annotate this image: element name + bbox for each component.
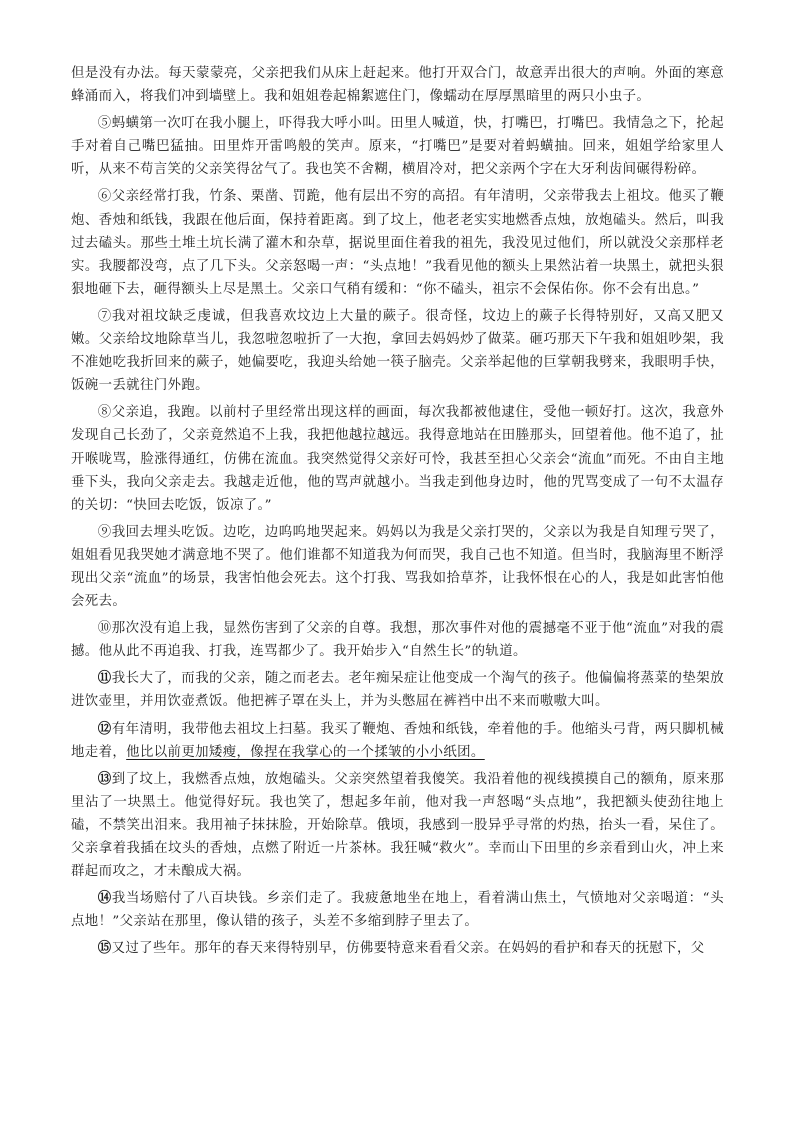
underlined-sentence: 他比以前更加矮瘦，像捏在我掌心的一个揉皱的小小纸团。 — [126, 744, 485, 760]
paragraph-text: 蚂蟥第一次叮在我小腿上，吓得我大呼小叫。田里人喊道，快，打嘴巴，打嘴巴。我情急之下，抡起手对着自己嘴巴猛抽。田里炸开雷鸣般的笑声。原来，“打嘴巴”是要对着蚂蟥抽。回来，姐姐学给家里人听，从来不苟言笑的父亲笑得岔气了。我也笑不舍糊，横眉冷对，把父亲两个字在大牙利齿间碾得粉碎。 — [71, 116, 724, 178]
paragraph-7 — [71, 305, 724, 397]
paragraph-12 — [71, 718, 724, 764]
paragraph-number: ⑦ — [97, 308, 113, 324]
paragraph-number: ⑬ — [97, 770, 112, 787]
paragraph-number: ⑧ — [97, 405, 112, 421]
paragraph-number: ⑭ — [97, 890, 112, 907]
paragraph-text: 那次没有追上我，显然伤害到了父亲的自尊。我想，那次事件对他的震撼毫不亚于他“流血”对我的震撼。他从此不再追我、打我，连骂都少了。我开始步入“自然生长”的轨道。 — [71, 621, 724, 660]
paragraph-number: ⑤ — [97, 116, 112, 132]
paragraph-text: 但是没有办法。每天蒙蒙亮，父亲把我们从床上赶起来。他打开双合门，故意弄出很大的声响。外面的寒意蜂涌而入，将我们冲到墙壁上。我和姐姐卷起棉絮遮住门，像蠕动在厚厚黑暗里的两只小虫子。 — [71, 66, 724, 105]
paragraph-text: 到了坟上，我燃香点烛，放炮磕头。父亲突然望着我傻笑。我沿着他的视线摸摸自己的额角，原来那里沾了一块黑土。他觉得好玩。我也笑了，想起多年前，他对我一声怒喝“头点地”，我把额头使劲往地上磕，不禁笑出泪来。我用袖子抹抹脸，开始除草。俄顷，我感到一股异乎寻常的灼热，抬头一看，呆住了。父亲拿着我插在坟头的香烛，点燃了附近一片茶林。我狂喊“救火”。幸而山下田里的乡亲看到山火，冲上来群起而攻之，才未酿成大祸。 — [71, 771, 724, 880]
paragraph-15 — [71, 937, 724, 960]
paragraph-text: 我对祖坟缺乏虔诚，但我喜欢坟边上大量的蕨子。很奇怪，坟边上的蕨子长得特别好，又高又肥又嫩。父亲给坟地除草当儿，我忽啦忽啦折了一大抱，拿回去妈妈炒了做菜。砸巧那天下午我和姐姐吵架，我不准她吃我折回来的蕨子，她偏要吃，我迎头给她一筷子脑壳。父亲举起他的巨掌朝我劈来，我眼明手快，饭碗一丢就往门外跑。 — [71, 308, 724, 394]
paragraph-text: 父亲追，我跑。以前村子里经常出现这样的画面，每次我都被他逮住，受他一顿好打。这次，我意外发现自己长劲了，父亲竟然追不上我，我把他越拉越远。我得意地站在田塍那头，回望着他。他不追了，扯开喉咙骂，脸涨得通红，仿佛在流血。我突然觉得父亲好可怜，我甚至担心父亲会“流血”而死。不由自主地垂下头，我向父亲走去。我越走近他，他的骂声就越小。当我走到他身边时，他的咒骂变成了一句不太温存的关切：“快回去吃饭，饭凉了。” — [71, 405, 724, 513]
paragraph-number: ⑫ — [97, 720, 112, 737]
document-page — [71, 62, 724, 964]
paragraph-8 — [71, 401, 724, 516]
paragraph-6 — [71, 185, 724, 300]
paragraph-text: 我长大了，而我的父亲，随之而老去。老年痴呆症让他变成一个淘气的孩子。他偏偏将蒸菜的垫架放进饮壶里，并用饮壶煮饭。他把裤子罩在头上，并为头憋屈在裤裆中出不来而嗷嗷大叫。 — [71, 671, 724, 710]
paragraph-14 — [71, 887, 724, 933]
paragraph-number: ⑮ — [97, 940, 112, 957]
paragraph-text: 我当场赔付了八百块钱。乡亲们走了。我疲惫地坐在地上，看着满山焦土，气愤地对父亲喝道：“头点地！”父亲站在那里，像认错的孩子，头差不多缩到脖子里去了。 — [71, 891, 724, 930]
paragraph-13 — [71, 768, 724, 883]
paragraph-text: 父亲经常打我，竹条、栗凿、罚跪，他有层出不穷的高招。有年清明，父亲带我去上祖坟。他买了鞭炮、香烛和纸钱，我跟在他后面，保持着距离。到了坟上，他老老实实地燃香点烛，放炮磕头。然后，叫我过去磕头。那些土堆土坑长满了灌木和杂草，据说里面住着我的祖先，我没见过他们，所以就没父亲那样老实。我腰都没弯，点了几下头。父亲怒喝一声：“头点地！”我看见他的额头上果然沾着一块黑土，就把头狠狠地砸下去，砸得额头上尽是黑土。父亲口气稍有缓和：“你不磕头，祖宗不会保佑你。你不会有出息。” — [71, 189, 724, 297]
paragraph-number: ⑥ — [97, 189, 112, 205]
paragraph-text: 我回去埋头吃饭。边吃，边呜呜地哭起来。妈妈以为我是父亲打哭的，父亲以为我是自知理亏哭了，姐姐看见我哭她才满意地不哭了。他们谁都不知道我为何而哭，我自己也不知道。但当时，我脑海里不断浮现出父亲“流血”的场景，我害怕他会死去。这个打我、骂我如拾草芥，让我怀恨在心的人，我是如此害怕他会死去。 — [71, 524, 724, 610]
paragraph-number: ⑨ — [97, 524, 112, 540]
paragraph-number: ⑩ — [97, 621, 112, 637]
paragraph-9 — [71, 521, 724, 613]
paragraph-number: ⑪ — [97, 670, 112, 687]
paragraph-continued — [71, 62, 724, 108]
paragraph-5 — [71, 112, 724, 181]
paragraph-text: 又过了些年。那年的春天来得特别早，仿佛要特意来看看父亲。在妈妈的看护和春天的抚慰下，父 — [111, 941, 705, 957]
paragraph-11 — [71, 667, 724, 713]
paragraph-10 — [71, 617, 724, 663]
paragraph-text: 有年清明，我带他去祖坟上扫墓。我买了鞭炮、香烛和纸钱，牵着他的手。他缩头弓背，两只脚机械地走着， — [71, 721, 724, 760]
